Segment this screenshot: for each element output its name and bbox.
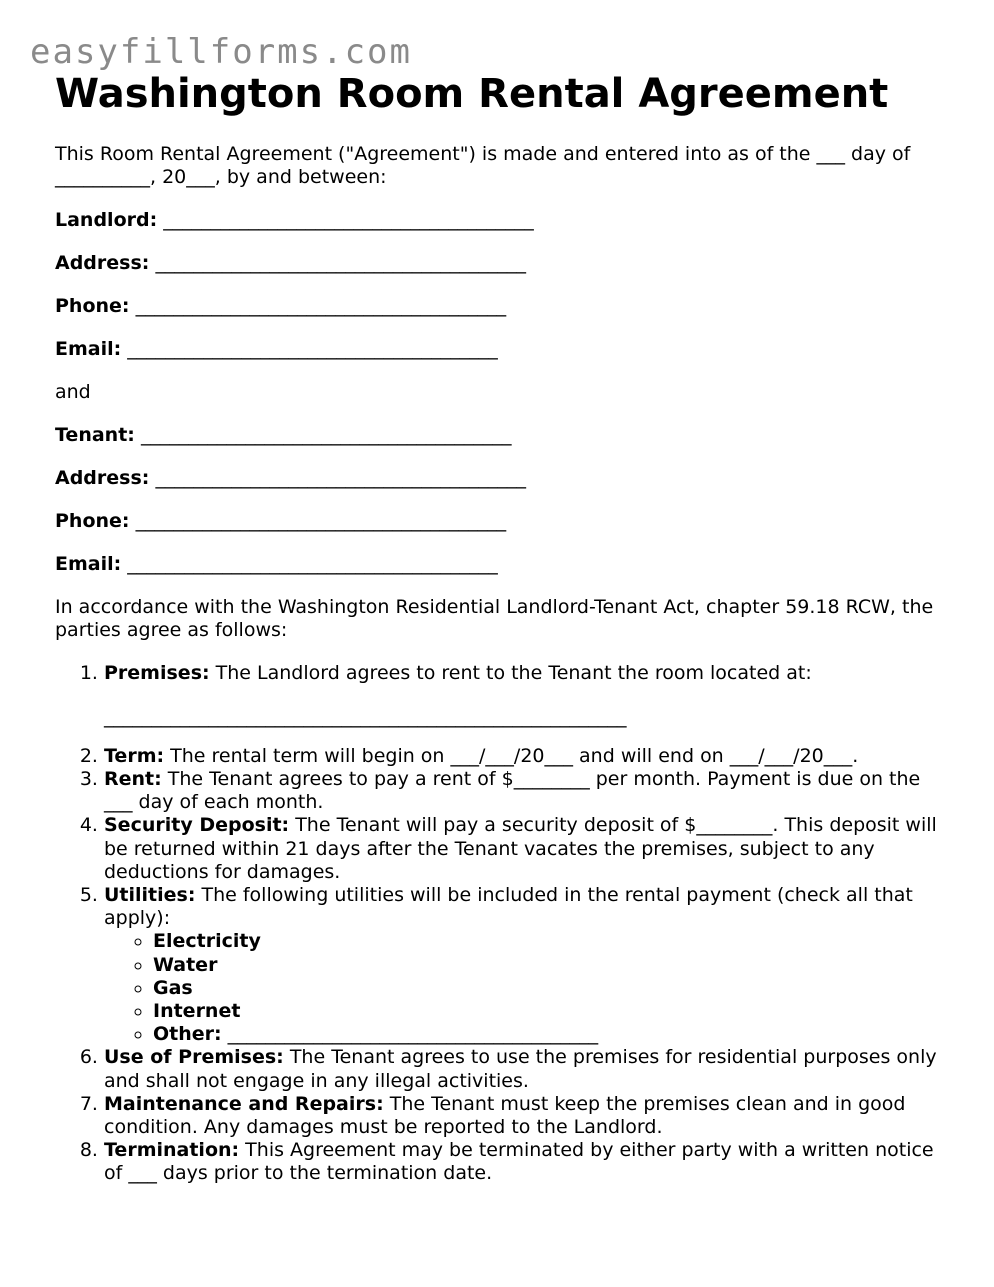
term-security-deposit [104, 814, 945, 884]
blank-line[interactable]: _______________________________________ [135, 510, 507, 533]
blank-line[interactable]: _______________________________________ [227, 1023, 599, 1046]
tenant-phone-field [55, 510, 945, 533]
landlord-phone-field [55, 295, 945, 318]
term-label: Term: [104, 744, 165, 767]
tenant-address-field [55, 467, 945, 490]
term-label: Rent: [104, 768, 162, 790]
field-label: Tenant: [55, 424, 135, 447]
term-use-of-premises [104, 1046, 945, 1092]
utility-internet[interactable] [153, 1000, 945, 1023]
blank-line[interactable]: _______________________________________ [163, 209, 534, 232]
field-label: Email: [55, 338, 122, 361]
field-label: Address: [55, 467, 150, 490]
field-label: Phone: [55, 295, 130, 318]
term-label: Premises: [104, 662, 210, 685]
utility-water[interactable] [153, 954, 945, 977]
blank-line[interactable]: _______________________________________ [127, 553, 498, 576]
premises-address-blank[interactable]: _______________________________________________________ [104, 705, 627, 728]
watermark: easyfillforms.com [30, 32, 412, 72]
field-label: Landlord: [55, 209, 158, 232]
accordance-paragraph: In accordance with the Washington Residential Landlord-Tenant Act, chapter 59.18 RCW, the parties agree as follows: [55, 596, 934, 642]
field-label: Phone: [55, 510, 130, 533]
utility-label: Other: [153, 1023, 222, 1046]
tenant-name-field [55, 424, 945, 447]
term-text: The Tenant agrees to use the premises for residential purposes only and shall not engage in any illegal activities. [104, 1046, 937, 1092]
utility-label: Water [153, 953, 218, 976]
utility-electricity[interactable] [153, 930, 945, 953]
utility-label: Internet [153, 1000, 241, 1023]
term-label: Termination: [104, 1139, 240, 1162]
term-premises [104, 662, 945, 728]
utility-gas[interactable] [153, 977, 945, 1000]
blank-line[interactable]: _______________________________________ [135, 295, 507, 318]
blank-line[interactable]: _______________________________________ [127, 338, 498, 361]
utility-label: Gas [153, 976, 193, 999]
intro-paragraph: This Room Rental Agreement ("Agreement") is made and entered into as of the ___ day of __________, 20___, by and between: [55, 143, 911, 189]
landlord-address-field [55, 252, 945, 275]
utility-label: Electricity [153, 930, 261, 953]
utility-other[interactable] [153, 1023, 945, 1046]
and-text: and [55, 381, 91, 404]
term-text: The Landlord agrees to rent to the Tenant the room located at: [215, 662, 812, 685]
blank-line[interactable]: _______________________________________ [155, 252, 526, 275]
term-text: The Tenant agrees to pay a rent of $________ per month. Payment is due on the ___ day of each month. [104, 768, 921, 814]
term-label: Use of Premises: [104, 1046, 284, 1069]
blank-line[interactable]: _______________________________________ [155, 467, 526, 490]
term-label: Utilities: [104, 884, 196, 907]
blank-line[interactable]: _______________________________________ [140, 424, 512, 447]
term-label: Security Deposit: [104, 814, 290, 837]
landlord-email-field [55, 338, 945, 361]
term-text: This Agreement may be terminated by either party with a written notice of ___ days prior to the termination date. [104, 1139, 934, 1185]
tenant-email-field [55, 553, 945, 576]
utilities-list [104, 930, 945, 1046]
term-text: The Tenant must keep the premises clean and in good condition. Any damages must be reported to the Landlord. [104, 1092, 906, 1139]
term-rent [104, 768, 945, 814]
term-label: Maintenance and Repairs: [104, 1092, 384, 1115]
term-text: The following utilities will be included in the rental payment (check all that apply): [104, 884, 913, 930]
landlord-name-field [55, 209, 945, 232]
term-text: The rental term will begin on ___/___/20___ and will end on ___/___/20___. [170, 744, 859, 767]
field-label: Address: [55, 252, 150, 275]
term-maintenance [104, 1093, 945, 1139]
term-rental-term [104, 745, 945, 768]
page-title: Washington Room Rental Agreement [55, 71, 889, 117]
term-termination [104, 1139, 945, 1185]
term-utilities [104, 884, 945, 1046]
terms-list [55, 662, 945, 1185]
field-label: Email: [55, 553, 122, 576]
agreement-body [55, 143, 945, 1186]
term-text: The Tenant will pay a security deposit of $________. This deposit will be returned within 21 days after the Tenant vacates the premises, subject to any deductions for damages. [104, 814, 937, 883]
